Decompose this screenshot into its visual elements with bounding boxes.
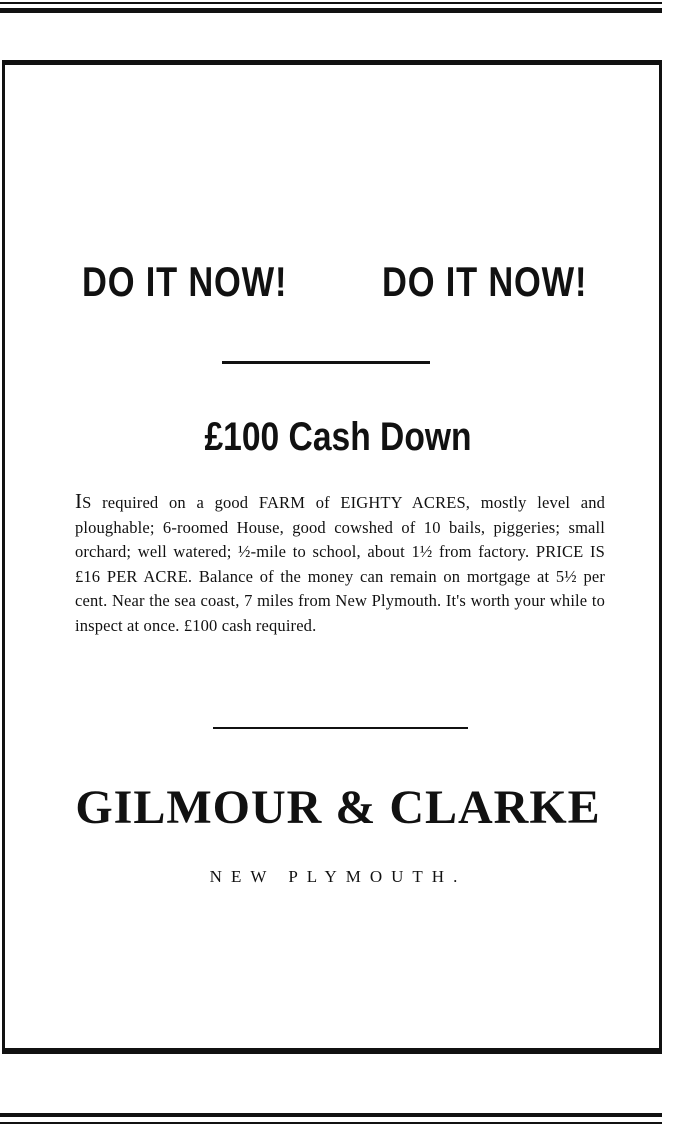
headline-row [0,258,676,318]
drop-cap: I [75,489,83,513]
firm-name: GILMOUR & CLARKE [75,781,601,834]
listing-description [75,489,605,638]
offer-title: £100 Cash Down [204,415,472,459]
bottom-double-rule-thin [0,1122,662,1124]
listing-body: S required on a good FARM of EIGHTY ACRES, mostly level and ploughable; 6-roomed House, good cowshed of 10 bails, piggeries; small orchard; well watered; ½-mile to school, about 1½ from factory. PRICE IS £16 PER ACRE. Balance of the money can remain on mortgage at 5½ per cent. Near the sea coast, 7 miles from New Plymouth. It's worth your while to inspect at once. £100 cash required. [75,493,605,635]
headline-right: DO IT NOW! [382,258,588,305]
firm-location: NEW PLYMOUTH. [209,867,467,886]
divider-rule-upper [222,361,430,364]
top-double-rule-thick [0,8,662,13]
top-double-rule-thin [0,2,662,4]
divider-rule-lower [213,727,468,729]
bottom-double-rule-thick [0,1113,662,1117]
headline-left: DO IT NOW! [82,258,288,305]
